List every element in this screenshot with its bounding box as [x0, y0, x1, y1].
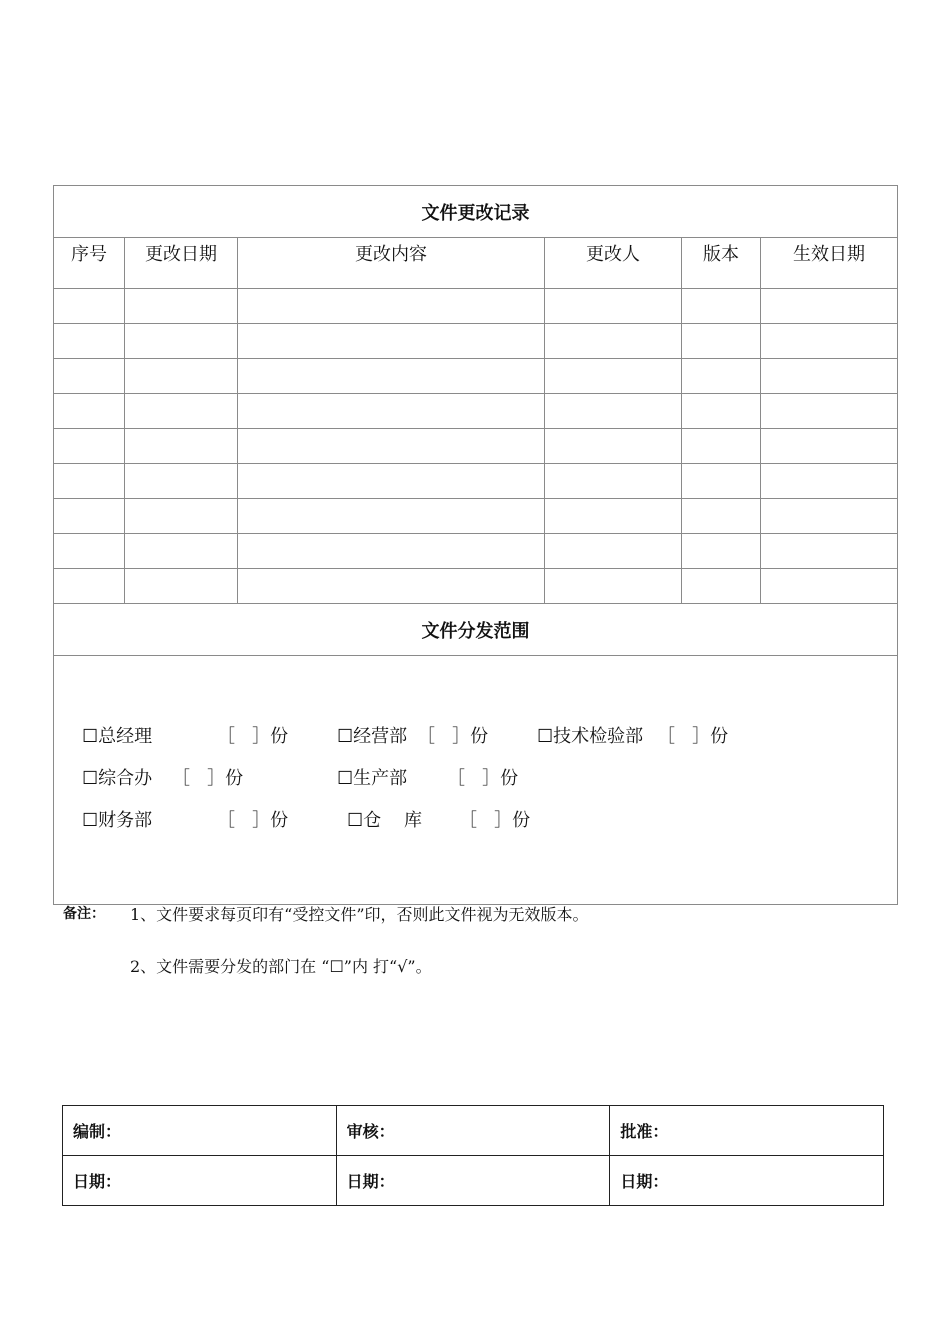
header-version: 版本 — [682, 238, 761, 289]
table-cell[interactable] — [238, 569, 545, 604]
table-cell[interactable] — [545, 569, 682, 604]
table-cell[interactable] — [54, 324, 125, 359]
table-cell[interactable] — [54, 394, 125, 429]
dist-sales-qty: ［ ］份 — [417, 726, 489, 747]
note-line-1: 1、文件要求每页印有“受控文件”印，否则此文件视为无效版本。 — [130, 905, 589, 924]
table-cell[interactable] — [238, 289, 545, 324]
dist-production-checkbox[interactable]: ☐生产部 — [337, 768, 408, 789]
approve-date-field[interactable]: 日期： — [610, 1156, 884, 1206]
dist-tech-qty: ［ ］份 — [657, 726, 729, 747]
table-row — [54, 289, 898, 324]
header-changed-by: 更改人 — [545, 238, 682, 289]
distribution-title: 文件分发范围 — [54, 604, 898, 656]
table-cell[interactable] — [238, 464, 545, 499]
compile-date-field[interactable]: 日期： — [63, 1156, 337, 1206]
table-cell[interactable] — [125, 534, 238, 569]
dist-gm-qty: ［ ］份 — [217, 726, 289, 747]
table-cell[interactable] — [238, 324, 545, 359]
dist-tech-checkbox[interactable]: ☐技术检验部 — [537, 726, 644, 747]
table-cell[interactable] — [125, 289, 238, 324]
dist-finance-qty: ［ ］份 — [217, 810, 289, 831]
table-cell[interactable] — [682, 464, 761, 499]
table-row — [54, 359, 898, 394]
dist-admin-checkbox[interactable]: ☐综合办 — [82, 768, 153, 789]
table-cell[interactable] — [125, 464, 238, 499]
table-cell[interactable] — [238, 534, 545, 569]
table-cell[interactable] — [54, 569, 125, 604]
table-cell[interactable] — [54, 359, 125, 394]
compile-field[interactable]: 编制： — [63, 1106, 337, 1156]
header-change-date: 更改日期 — [125, 238, 238, 289]
dist-finance-checkbox[interactable]: ☐财务部 — [82, 810, 153, 831]
table-cell[interactable] — [125, 429, 238, 464]
table-cell[interactable] — [545, 289, 682, 324]
table-row — [54, 464, 898, 499]
header-effective-date: 生效日期 — [761, 238, 898, 289]
signoff-table — [62, 1105, 884, 1206]
table-cell[interactable] — [238, 394, 545, 429]
table-cell[interactable] — [54, 289, 125, 324]
dist-production-qty: ［ ］份 — [447, 768, 519, 789]
dist-warehouse-qty: ［ ］份 — [459, 810, 531, 831]
dist-sales-checkbox[interactable]: ☐经营部 — [337, 726, 408, 747]
table-row — [54, 324, 898, 359]
table-cell[interactable] — [682, 499, 761, 534]
table-cell[interactable] — [54, 534, 125, 569]
table-cell[interactable] — [761, 324, 898, 359]
review-field[interactable]: 审核： — [336, 1106, 610, 1156]
table-cell[interactable] — [682, 394, 761, 429]
table-cell[interactable] — [238, 359, 545, 394]
table-cell[interactable] — [238, 499, 545, 534]
note-line-2: 2、文件需要分发的部门在 “☐”内 打“√”。 — [130, 957, 432, 976]
table-cell[interactable] — [238, 429, 545, 464]
table-cell[interactable] — [125, 394, 238, 429]
table-cell[interactable] — [54, 429, 125, 464]
distribution-area — [54, 656, 898, 905]
table-cell[interactable] — [125, 324, 238, 359]
table-cell[interactable] — [54, 499, 125, 534]
table-row — [54, 534, 898, 569]
table-row — [54, 499, 898, 534]
table-cell[interactable] — [761, 569, 898, 604]
table-cell[interactable] — [761, 359, 898, 394]
table-cell[interactable] — [545, 499, 682, 534]
table-cell[interactable] — [761, 394, 898, 429]
dist-admin-qty: ［ ］份 — [172, 768, 244, 789]
table-row — [54, 394, 898, 429]
table-cell[interactable] — [125, 359, 238, 394]
table-cell[interactable] — [545, 394, 682, 429]
table-cell[interactable] — [682, 569, 761, 604]
table-row — [54, 569, 898, 604]
table-cell[interactable] — [125, 569, 238, 604]
table-cell[interactable] — [682, 324, 761, 359]
table-cell[interactable] — [761, 464, 898, 499]
change-record-title: 文件更改记录 — [54, 186, 898, 238]
table-cell[interactable] — [682, 534, 761, 569]
table-cell[interactable] — [545, 534, 682, 569]
table-row — [54, 429, 898, 464]
review-date-field[interactable]: 日期： — [336, 1156, 610, 1206]
dist-warehouse-checkbox[interactable]: ☐仓 库 — [347, 810, 423, 831]
table-cell[interactable] — [545, 359, 682, 394]
change-record-table — [53, 185, 898, 905]
table-cell[interactable] — [682, 429, 761, 464]
table-cell[interactable] — [761, 289, 898, 324]
header-change-content: 更改内容 — [238, 238, 545, 289]
header-serial: 序号 — [54, 238, 125, 289]
table-cell[interactable] — [125, 499, 238, 534]
table-cell[interactable] — [545, 324, 682, 359]
table-cell[interactable] — [682, 359, 761, 394]
table-cell[interactable] — [54, 464, 125, 499]
table-cell[interactable] — [545, 464, 682, 499]
table-cell[interactable] — [545, 429, 682, 464]
dist-gm-checkbox[interactable]: ☐总经理 — [82, 726, 153, 747]
table-cell[interactable] — [761, 499, 898, 534]
table-cell[interactable] — [682, 289, 761, 324]
table-cell[interactable] — [761, 429, 898, 464]
table-cell[interactable] — [761, 534, 898, 569]
notes-label: 备注： — [63, 906, 105, 922]
approve-field[interactable]: 批准： — [610, 1106, 884, 1156]
